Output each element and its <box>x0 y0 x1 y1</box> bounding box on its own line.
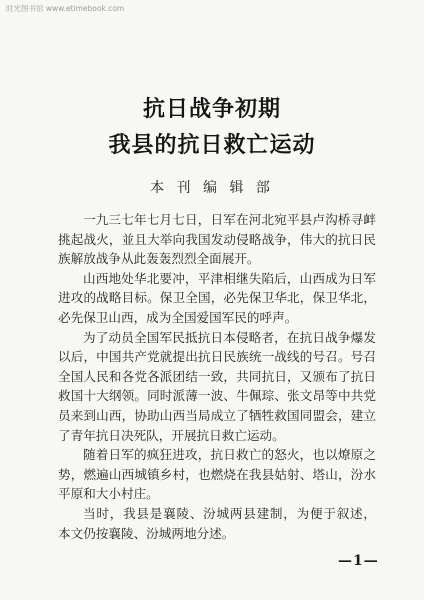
watermark: 时光图书馆 www.etimebook.com <box>6 4 125 13</box>
body-line: 一九三七年七月七日，日军在河北宛平县卢沟桥寻衅 <box>83 212 376 227</box>
paragraph-4 <box>58 445 376 504</box>
body-line: 势，燃遍山西城镇乡村，也燃烧在我县姑射、塔山，汾水 <box>58 466 376 482</box>
body-line: 本文仍按襄陵、汾城两地分述。 <box>58 525 235 541</box>
body-line: 挑起战火，並且大举向我国发动侵略战争，伟大的抗日民 <box>58 231 376 247</box>
body-line: 了青年抗日决死队，开展抗日救亡运动。 <box>58 427 285 443</box>
title-line-1: 抗日战争初期 <box>142 96 281 122</box>
body-line: 以后，中国共产党就提出抗日民族统一战线的号召。号召 <box>58 349 376 365</box>
body-line: 必先保卫山西，成为全国爱国军民的呼声。 <box>58 309 298 325</box>
title-line-2: 我县的抗日救亡运动 <box>108 132 316 158</box>
article-body <box>58 210 376 543</box>
body-line: 随着日军的疯狂进攻，抗日救亡的怒火，也以燎原之 <box>83 447 376 463</box>
body-line: 平原和大小村庄。 <box>58 486 159 502</box>
body-line: 救国十大纲领。同时派薄一波、牛佩琮、张文昂等中共党 <box>58 388 376 404</box>
body-line: 员来到山西，协助山西当局成立了牺牲救国同盟会，建立 <box>58 407 376 423</box>
body-line: 进攻的战略目标。保卫全国，必先保卫华北，保卫华北， <box>58 290 376 306</box>
body-line: 为了动员全国军民抵抗日本侵略者，在抗日战争爆发 <box>83 329 376 345</box>
body-line: 山西地处华北要冲，平津相继失陷后，山西成为日军 <box>83 270 376 286</box>
paragraph-3 <box>58 328 376 446</box>
paragraph-2 <box>58 269 376 328</box>
author-byline: 本 刊 编 辑 部 <box>150 180 274 196</box>
body-line: 族解放战争从此轰轰烈烈全面展开。 <box>58 251 260 267</box>
body-line: 全国人民和各党各派团结一致，共同抗日，又颁布了抗日 <box>58 368 376 384</box>
paragraph-5 <box>58 504 376 543</box>
paragraph-1 <box>58 210 376 269</box>
page-number: —1— <box>338 553 379 569</box>
body-line: 当时，我县是襄陵、汾城两县建制，为便于叙述， <box>83 505 376 521</box>
